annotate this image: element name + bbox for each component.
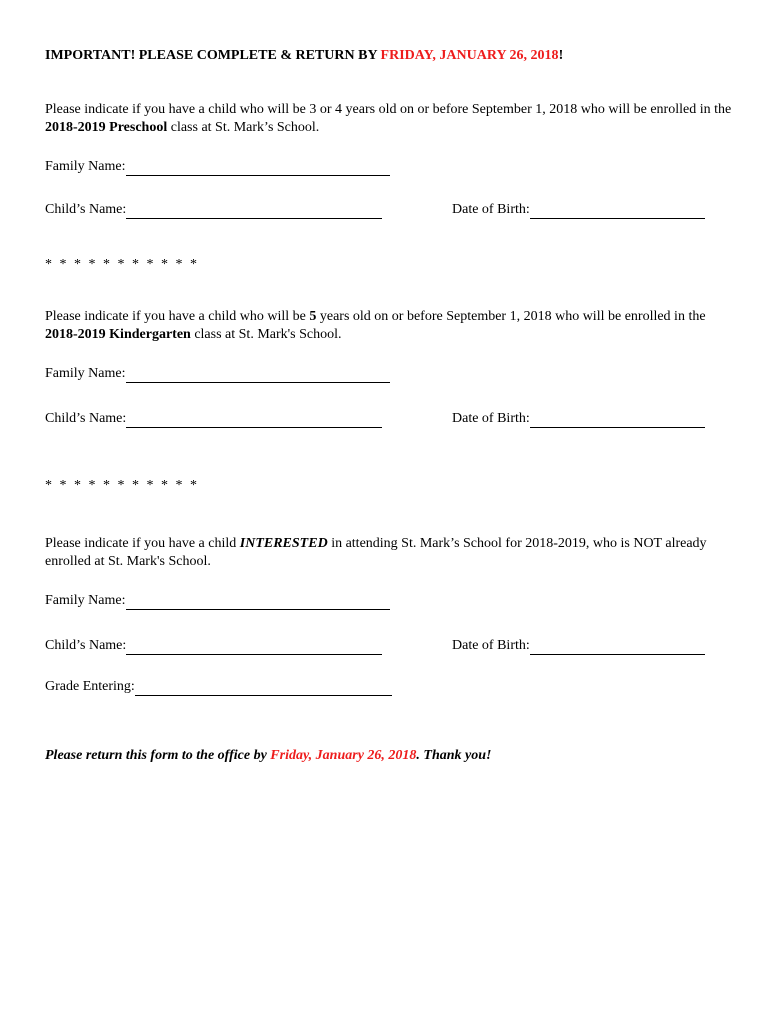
child-name-blank[interactable]	[126, 204, 382, 219]
interested-dob-field[interactable]	[452, 637, 705, 655]
interested-emphasis: INTERESTED	[239, 536, 328, 551]
family-name-blank[interactable]	[126, 368, 390, 383]
child-name-label: Child’s Name:	[45, 411, 127, 426]
child-name-blank[interactable]	[126, 413, 382, 428]
page-heading	[45, 47, 563, 65]
child-name-label: Child’s Name:	[45, 638, 127, 653]
dob-label: Date of Birth:	[452, 202, 530, 217]
section-separator: * * * * * * * * * * *	[45, 478, 199, 493]
preschool-child-name-field[interactable]	[45, 201, 382, 219]
kindergarten-intro-text-1: Please indicate if you have a child who will be	[45, 309, 310, 324]
interested-child-name-field[interactable]	[45, 637, 382, 655]
dob-label: Date of Birth:	[452, 638, 530, 653]
heading-deadline: FRIDAY, JANUARY 26, 2018	[380, 48, 559, 63]
footer-deadline: Friday, January 26, 2018	[270, 748, 417, 763]
kindergarten-class-name: 2018-2019 Kindergarten	[45, 327, 191, 342]
family-name-label: Family Name:	[45, 366, 126, 381]
interested-intro-text-1: Please indicate if you have a child	[45, 536, 240, 551]
interested-grade-field[interactable]	[45, 678, 392, 696]
child-name-blank[interactable]	[126, 640, 382, 655]
preschool-intro	[45, 101, 735, 137]
family-name-blank[interactable]	[126, 161, 390, 176]
family-name-label: Family Name:	[45, 159, 126, 174]
return-instructions	[45, 747, 491, 765]
child-name-label: Child’s Name:	[45, 202, 127, 217]
kindergarten-age: 5	[309, 309, 317, 324]
kindergarten-child-name-field[interactable]	[45, 410, 382, 428]
interested-intro	[45, 535, 735, 571]
dob-blank[interactable]	[530, 413, 705, 428]
interested-intro-text-2: in attending St. Mark’s School for 2018-2019, who is NOT already enrolled at St. Mark's School.	[45, 536, 707, 569]
kindergarten-intro-text-2: years old on or before September 1, 2018 who will be enrolled in the	[316, 309, 706, 324]
kindergarten-intro-text-3: class at St. Mark's School.	[190, 327, 342, 342]
dob-blank[interactable]	[530, 204, 705, 219]
kindergarten-family-name-field[interactable]	[45, 365, 390, 383]
preschool-dob-field[interactable]	[452, 201, 705, 219]
preschool-class-name: 2018-2019 Preschool	[45, 120, 168, 135]
grade-entering-blank[interactable]	[135, 681, 392, 696]
dob-label: Date of Birth:	[452, 411, 530, 426]
heading-prefix: IMPORTANT! PLEASE COMPLETE & RETURN BY	[45, 48, 381, 63]
preschool-family-name-field[interactable]	[45, 158, 390, 176]
footer-prefix: Please return this form to the office by	[45, 748, 271, 763]
kindergarten-dob-field[interactable]	[452, 410, 705, 428]
kindergarten-intro	[45, 308, 735, 344]
interested-family-name-field[interactable]	[45, 592, 390, 610]
family-name-blank[interactable]	[126, 595, 390, 610]
preschool-intro-text-2: class at St. Mark’s School.	[167, 120, 320, 135]
section-separator: * * * * * * * * * * *	[45, 257, 199, 272]
dob-blank[interactable]	[530, 640, 705, 655]
family-name-label: Family Name:	[45, 593, 126, 608]
heading-suffix: !	[558, 48, 564, 63]
preschool-intro-text-1: Please indicate if you have a child who will be 3 or 4 years old on or before September 1, 2018 who will be enrolled in the	[45, 102, 732, 117]
grade-entering-label: Grade Entering:	[45, 679, 135, 694]
footer-suffix: . Thank you!	[416, 748, 492, 763]
